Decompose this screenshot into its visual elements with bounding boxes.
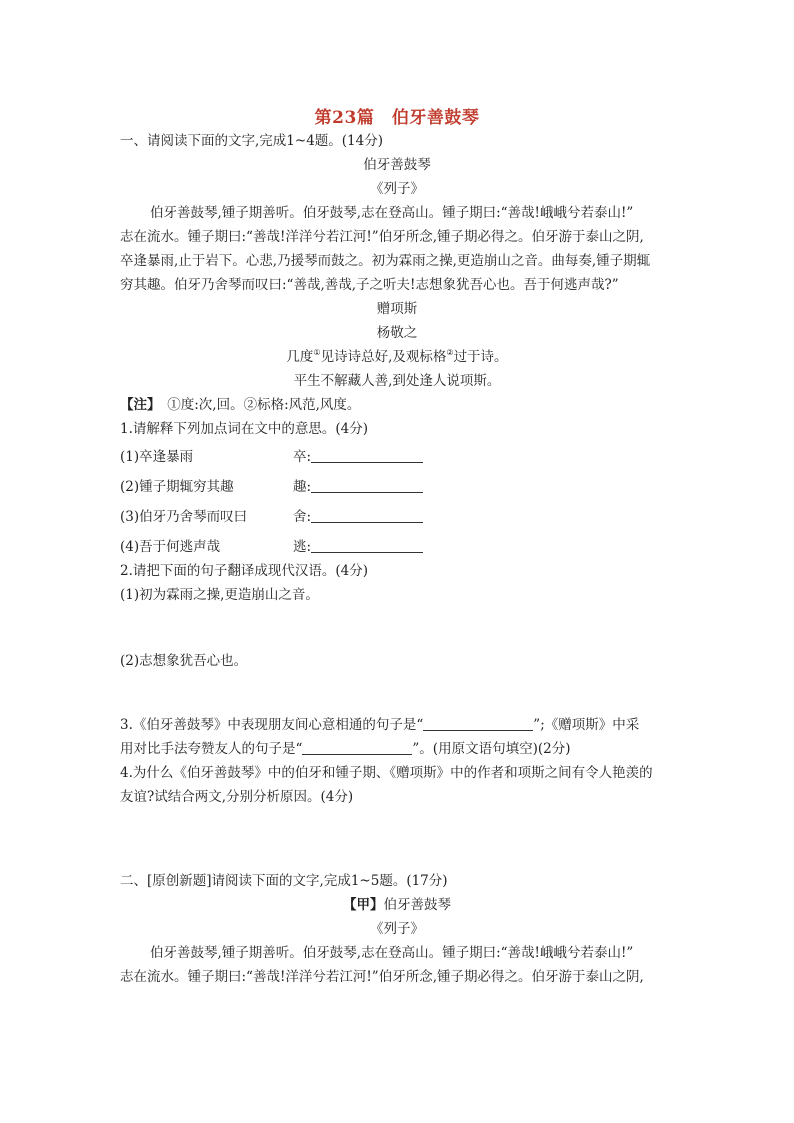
passage-line-2: 志在流水。锺子期曰:“善哉!洋洋兮若江河!”伯牙所念,锺子期必得之。伯牙游于泰山之阴,	[120, 229, 644, 245]
page-title: 第23篇 伯牙善鼓琴	[314, 108, 480, 128]
q1-answer-2: 趣:	[293, 477, 423, 497]
q1-item-4: (4)吾于何逃声哉	[120, 539, 221, 555]
answer-blank[interactable]	[423, 716, 533, 731]
passage-source: 《列子》	[370, 181, 424, 197]
question-1: 1.请解释下列加点词在文中的意思。(4分)	[120, 421, 369, 437]
answer-blank[interactable]	[311, 478, 423, 493]
q1-item-2: (2)锺子期辄穷其趣	[120, 479, 234, 495]
poem-line-1: 几度①见诗诗总好,及观标格②过于诗。	[286, 348, 508, 365]
q2-sentence-2: (2)志想象犹吾心也。	[120, 653, 248, 669]
question-3-line-2: 用对比手法夸赞友人的句子是“ ”。(用原文语句填空)(2分)	[120, 741, 571, 757]
section2-heading: 二、[原创新题]请阅读下面的文字,完成1~5题。(17分)	[120, 873, 448, 889]
question-4-line-2: 友谊?试结合两文,分别分析原因。(4分)	[120, 789, 354, 805]
q1-item-3: (3)伯牙乃舍琴而叹曰	[120, 509, 248, 525]
note-label: 【注】	[120, 397, 154, 413]
note: 【注】 ①度:次,回。②标格:风范,风度。	[120, 397, 361, 413]
question-3-line-1: 3.《伯牙善鼓琴》中表现朋友间心意相通的句子是“ ”;《赠项斯》中采	[120, 717, 640, 733]
q1-item-1: (1)卒逢暴雨	[120, 449, 194, 465]
section2-passage-line-2: 志在流水。锺子期曰:“善哉!洋洋兮若江河!”伯牙所念,锺子期必得之。伯牙游于泰山之阴,	[120, 969, 644, 985]
section2-passage-line-1: 伯牙善鼓琴,锺子期善听。伯牙鼓琴,志在登高山。锺子期曰:“善哉!峨峨兮若泰山!”	[150, 945, 634, 961]
section2-passage-title: 【甲】伯牙善鼓琴	[343, 897, 451, 913]
q2-sentence-1: (1)初为霖雨之操,更造崩山之音。	[120, 587, 319, 603]
section2-passage-source: 《列子》	[370, 921, 424, 937]
passage-line-4: 穷其趣。伯牙乃舍琴而叹曰:“善哉,善哉,子之听夫!志想象犹吾心也。吾于何逃声哉?”	[120, 277, 619, 293]
q1-answer-4: 逃:	[293, 537, 423, 557]
q1-answer-3: 舍:	[293, 507, 423, 527]
q1-answer-1: 卒:	[293, 447, 423, 467]
poem-title: 赠项斯	[376, 301, 418, 317]
poem-author: 杨敬之	[376, 325, 418, 341]
poem-line-2: 平生不解藏人善,到处逢人说项斯。	[293, 373, 501, 389]
answer-blank[interactable]	[311, 448, 423, 463]
passage-line-3: 卒逢暴雨,止于岩下。心悲,乃援琴而鼓之。初为霖雨之操,更造崩山之音。曲每奏,锺子期辄	[120, 253, 651, 269]
question-2: 2.请把下面的句子翻译成现代汉语。(4分)	[120, 563, 369, 579]
answer-blank[interactable]	[311, 538, 423, 553]
section1-heading: 一、请阅读下面的文字,完成1~4题。(14分)	[120, 133, 383, 149]
answer-blank[interactable]	[302, 740, 412, 755]
passage-line-1: 伯牙善鼓琴,锺子期善听。伯牙鼓琴,志在登高山。锺子期曰:“善哉!峨峨兮若泰山!”	[150, 205, 634, 221]
question-4-line-1: 4.为什么《伯牙善鼓琴》中的伯牙和锺子期、《赠项斯》中的作者和项斯之间有令人艳羡的	[120, 765, 653, 781]
passage-title: 伯牙善鼓琴	[363, 157, 431, 173]
answer-blank[interactable]	[311, 508, 423, 523]
